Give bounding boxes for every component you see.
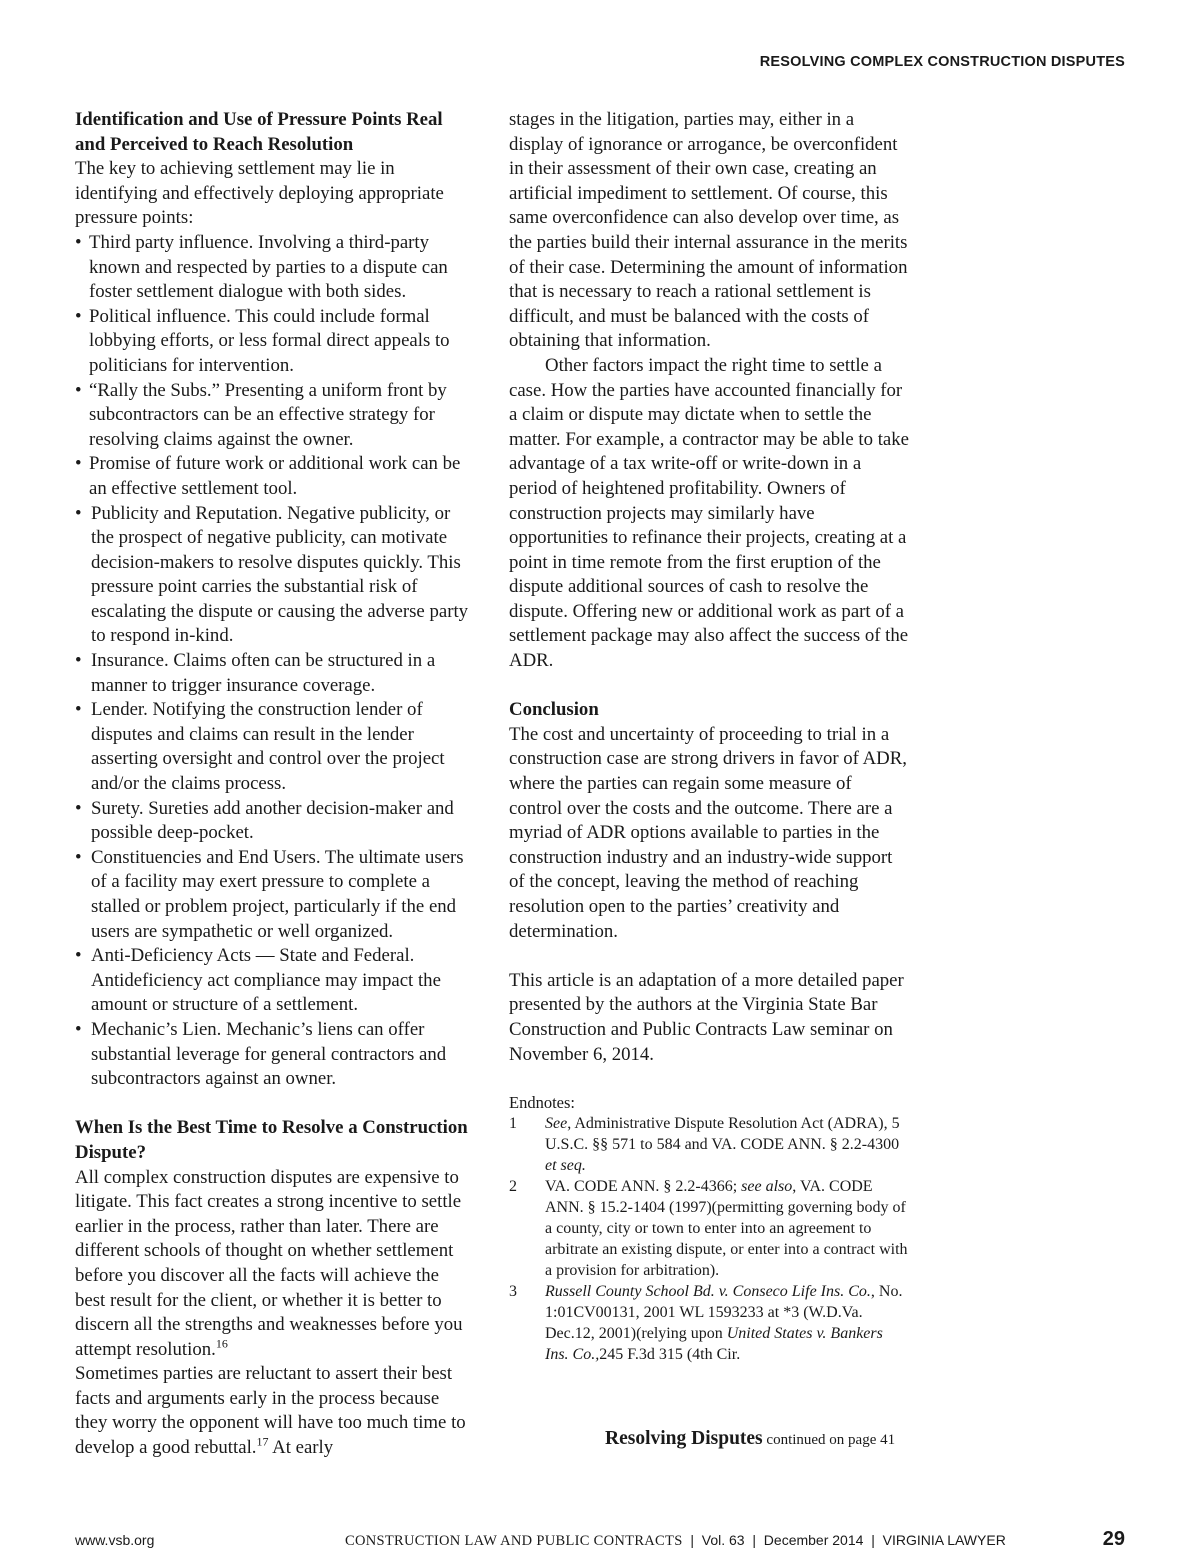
footer-url: www.vsb.org [75, 1532, 155, 1548]
paragraph-text: Sometimes parties are reluctant to assert their best facts and arguments early in the process because they worry the opponent will have too much time to develop a good rebuttal. [75, 1363, 466, 1459]
endnote-number: 1 [509, 1114, 517, 1132]
footer-publication: CONSTRUCTION LAW AND PUBLIC CONTRACTS [345, 1533, 683, 1549]
footer-publication-line [345, 1532, 1006, 1550]
list-item: • Surety. Sureties add another decision-maker and possible deep-pocket. [75, 797, 470, 846]
endnote [509, 1113, 909, 1176]
paragraph-text: All complex construction disputes are expensive to litigate. This fact creates a strong incentive to settle earlier in the process, rather than later. There are different schools of thought on whether settlement before you discover all the facts will achieve the best result for the client, or whether it is better to discern all the strengths and weaknesses before you attempt resolution. [75, 1166, 463, 1360]
paragraph: stages in the litigation, parties may, either in a display of ignorance or arrogance, be overconfident in their assessment of their own case, creating an artificial impediment to settlement. Of course, this same overconfidence can also develop over time, as the parties build their internal assurance in the merits of their case. Determining the amount of information that is necessary to reach a rational settlement is difficult, and must be balanced with the costs of obtaining that information. [509, 109, 908, 352]
right-column [509, 108, 909, 1365]
paragraph-text: At early [268, 1437, 334, 1459]
continued-title: Resolving Disputes [605, 1428, 763, 1449]
list-item: • Mechanic’s Lien. Mechanic’s liens can offer substantial leverage for general contractors and subcontractors against an owner. [75, 1018, 470, 1092]
endnote-text: , VA. CODE ANN. § 15.2-1404 (1997)(permitting governing body of a county, city or town to enter into an agreement to arbitrate an existing dispute, or enter into a contract with a provision for arbitration). [545, 1177, 908, 1279]
list-item: • Promise of future work or additional work can be an effective settlement tool. [75, 452, 470, 501]
paragraph [75, 1166, 470, 1363]
page-footer [75, 1530, 1125, 1554]
endnote [509, 1176, 909, 1281]
footnote-ref: 17 [256, 1434, 269, 1449]
footer-volume: Vol. 63 [701, 1532, 745, 1548]
paragraph: Other factors impact the right time to settle a case. How the parties have accounted financially for a claim or dispute may dictate when to settle the matter. For example, a contractor may be able to take advantage of a tax write-off or write-down in a period of heightened profitability. Owners of construction projects may similarly have opportunities to refinance their projects, creating at a point in time remote from the first eruption of the dispute additional sources of cash to resolve the dispute. Offering new or additional work as part of a settlement package may also affect the success of the ADR. [509, 354, 909, 672]
footnote-ref: 16 [215, 1336, 228, 1351]
endnote-italic: et seq. [545, 1156, 586, 1174]
running-head: RESOLVING COMPLEX CONSTRUCTION DISPUTES [759, 54, 1125, 70]
list-item: • Insurance. Claims often can be structured in a manner to trigger insurance coverage. [75, 649, 470, 698]
endnote-italic: See [545, 1114, 568, 1132]
footer-magazine: VIRGINIA LAWYER [882, 1532, 1006, 1548]
continued-text: continued on page 41 [762, 1432, 896, 1448]
endnote-text: , No. 1:01CV00131, 2001 WL 1593233 at *3 (W.D.Va. Dec.12, 2001)(relying upon [545, 1282, 903, 1342]
endnote-italic: Russell County School Bd. v. Conseco Life Ins. Co. [545, 1282, 871, 1300]
list-item: • Constituencies and End Users. The ultimate users of a facility may exert pressure to complete a stalled or problem project, particularly if the end users are sympathetic or well organized. [75, 846, 470, 944]
pressure-points-list [75, 231, 470, 1092]
footer-separator: | [752, 1532, 757, 1548]
left-column [75, 108, 470, 1461]
paragraph: The cost and uncertainty of proceeding to trial in a construction case are strong drivers in favor of ADR, where the parties can regain some measure of control over the costs and the outcome. There are a myriad of ADR options available to parties in the construction industry and an industry-wide support of the concept, leaving the method of reaching resolution open to the parties’ creativity and determination. [509, 723, 907, 942]
page-number: 29 [1102, 1528, 1125, 1550]
list-item: • Political influence. This could include formal lobbying efforts, or less formal direct appeals to politicians for intervention. [75, 305, 470, 379]
section-heading-best-time: When Is the Best Time to Resolve a Construction Dispute? [75, 1117, 468, 1163]
section-heading-pressure-points: Identification and Use of Pressure Points Real and Perceived to Reach Resolution [75, 109, 443, 155]
endnote-number: 2 [509, 1177, 517, 1195]
endnote-italic: United States v. Bankers Ins. Co., [545, 1324, 883, 1363]
footer-separator: | [690, 1532, 694, 1548]
endnote-text: 245 F.3d 315 (4th Cir. [599, 1345, 741, 1363]
endnote-text: , Administrative Dispute Resolution Act (ADRA), 5 U.S.C. §§ 571 to 584 and VA. CODE ANN. § 2.2-4300 [545, 1114, 900, 1153]
list-item: • Anti-Deficiency Acts — State and Federal. Antideficiency act compliance may impact the amount or structure of a settlement. [75, 944, 470, 1018]
endnote-number: 3 [509, 1282, 517, 1300]
list-item: • Lender. Notifying the construction lender of disputes and claims can result in the lender asserting oversight and control over the project and/or the claims process. [75, 698, 470, 796]
footer-separator: | [871, 1532, 875, 1548]
continued-notice [605, 1428, 915, 1450]
endnotes-title: Endnotes: [509, 1092, 575, 1112]
endnote-italic: see also [741, 1177, 793, 1195]
endnote-text: VA. CODE ANN. § 2.2-4366; [545, 1177, 742, 1195]
section-heading-conclusion: Conclusion [509, 699, 599, 721]
paragraph [75, 1362, 470, 1460]
list-item: • “Rally the Subs.” Presenting a uniform front by subcontractors can be an effective strategy for resolving claims against the owner. [75, 379, 470, 453]
footer-date: December 2014 [763, 1532, 864, 1548]
adaptation-note: This article is an adaptation of a more detailed paper presented by the authors at the Virginia State Bar Construction and Public Contracts Law seminar on November 6, 2014. [509, 969, 904, 1065]
intro-paragraph: The key to achieving settlement may lie in identifying and effectively deploying appropriate pressure points: [75, 158, 444, 229]
endnote [509, 1281, 909, 1365]
list-item: • Publicity and Reputation. Negative publicity, or the prospect of negative publicity, can motivate decision-makers to resolve disputes quickly. This pressure point carries the substantial risk of escalating the dispute or causing the adverse party to respond in-kind. [75, 502, 470, 650]
list-item: • Third party influence. Involving a third-party known and respected by parties to a dispute can foster settlement dialogue with both sides. [75, 231, 470, 305]
